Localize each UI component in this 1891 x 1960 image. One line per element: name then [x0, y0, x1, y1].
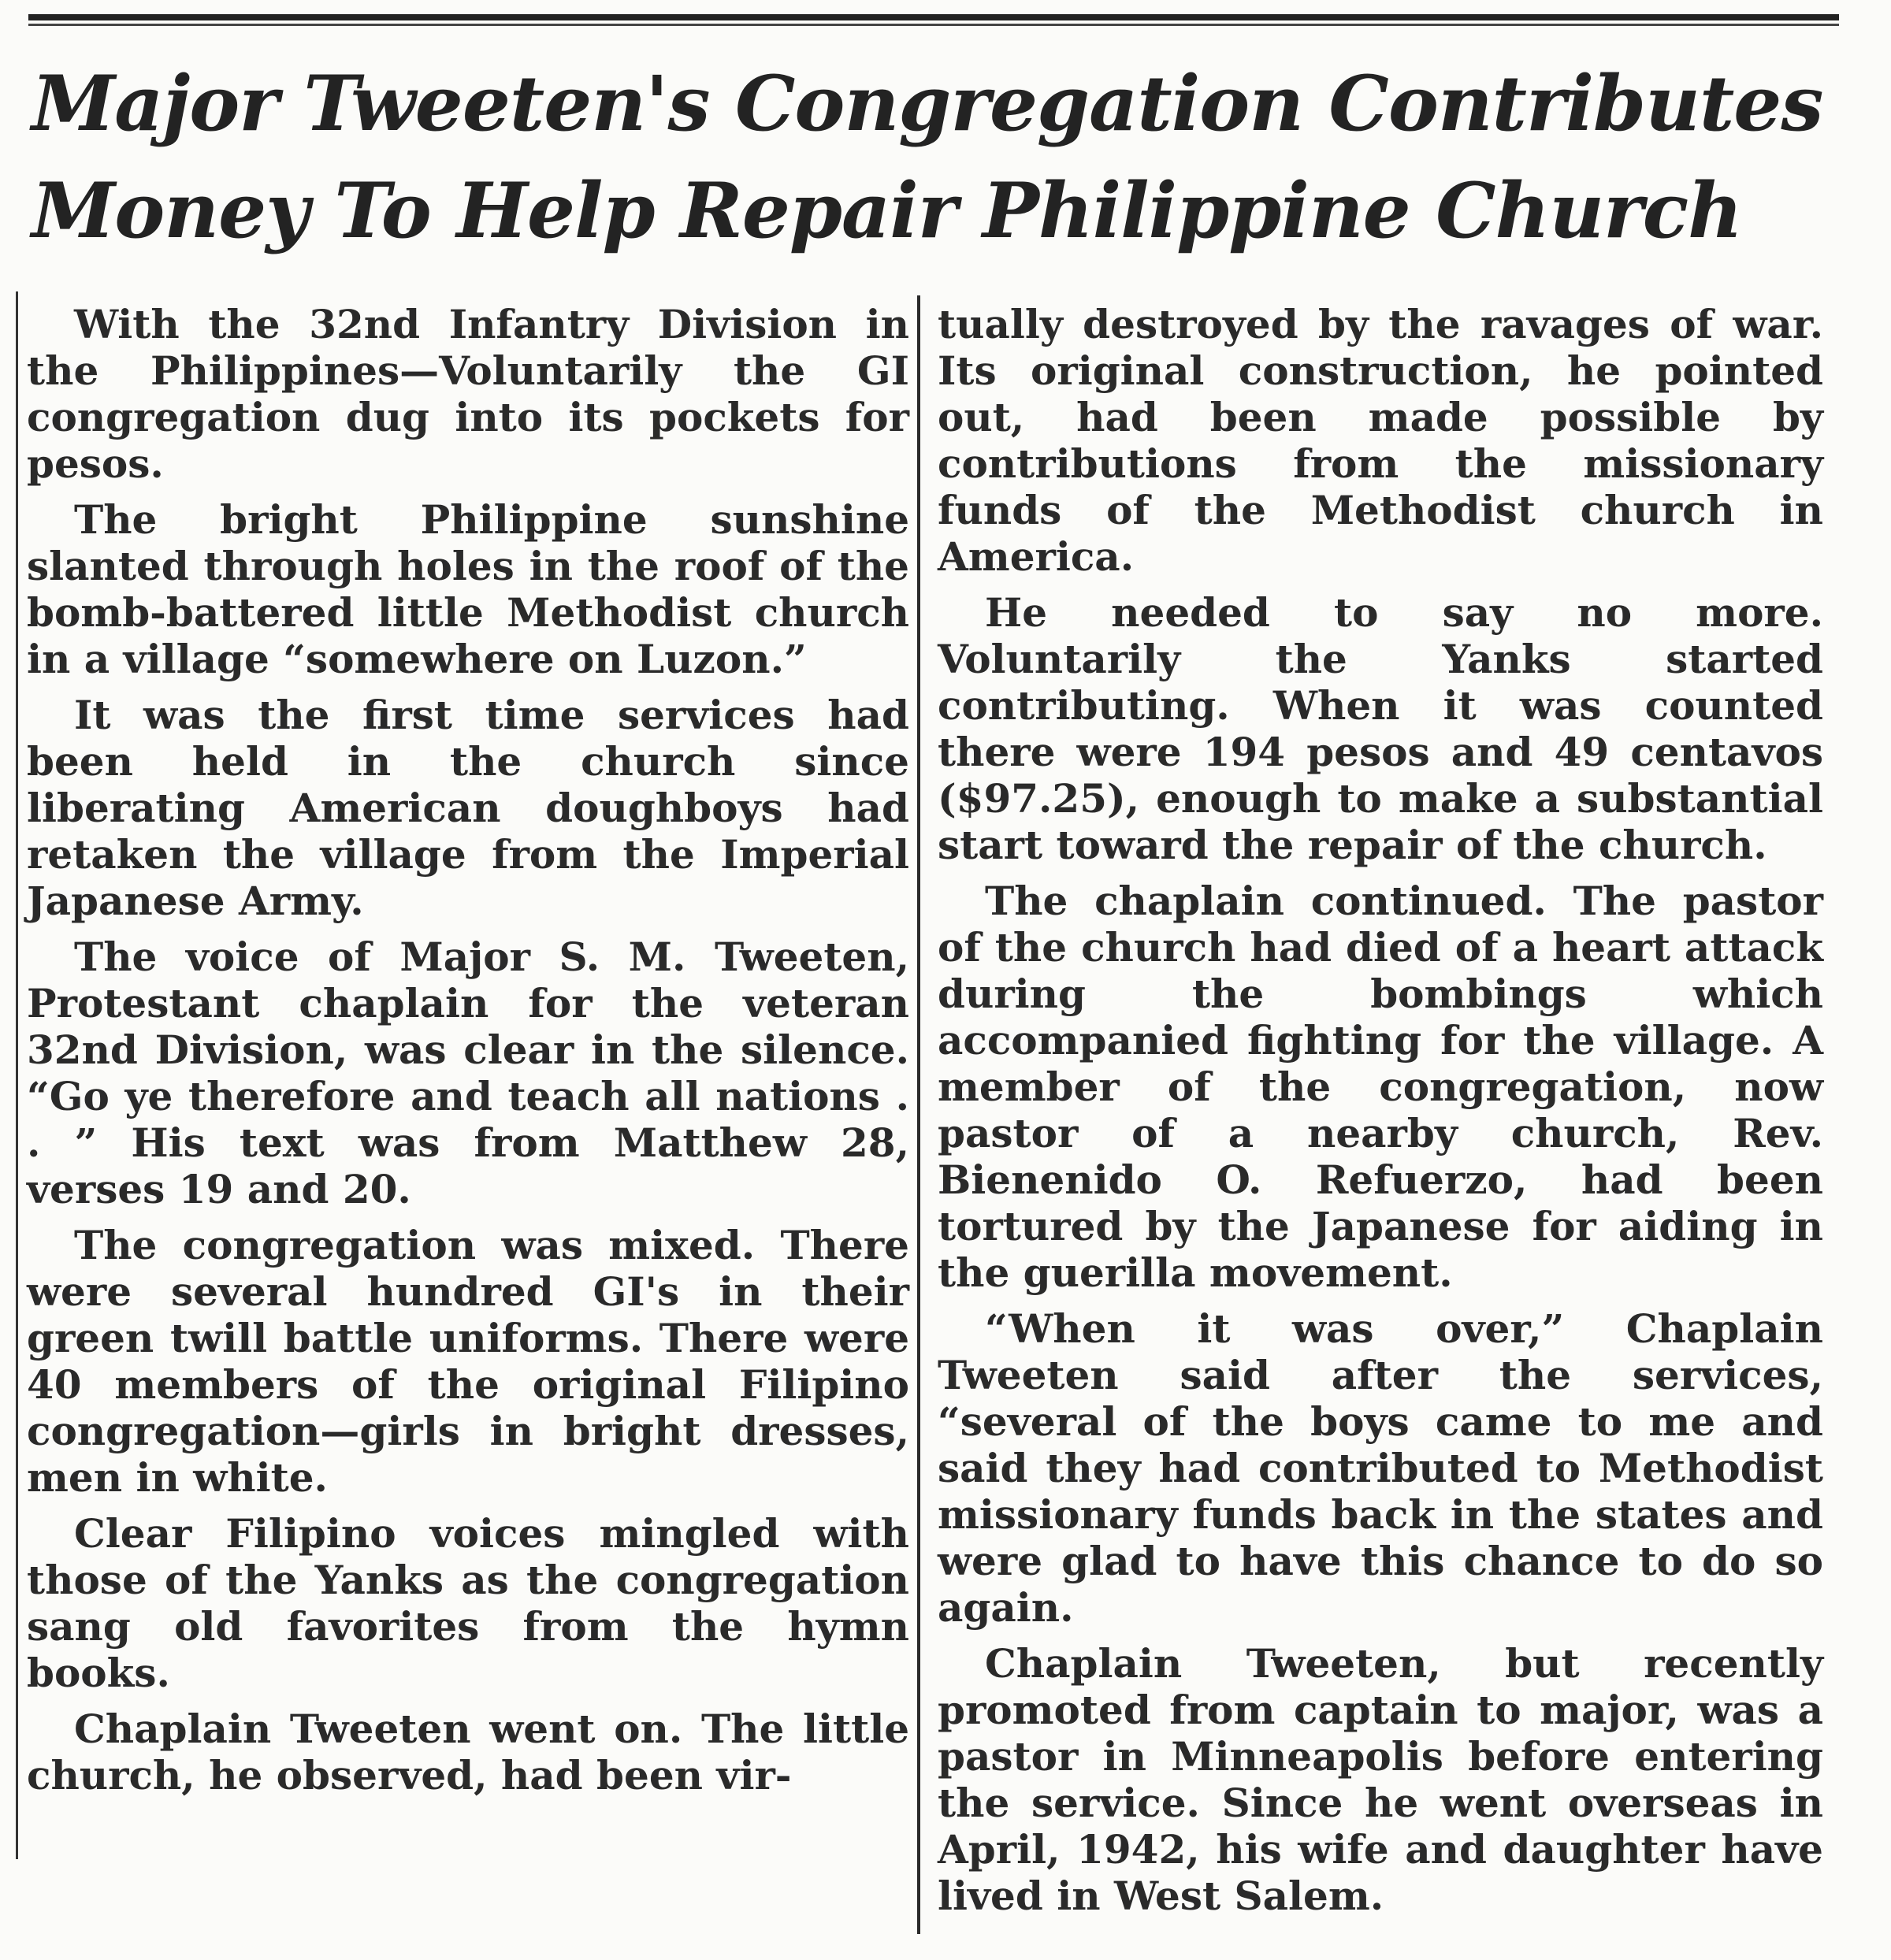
column-divider [917, 295, 920, 1934]
paragraph: The bright Philippine sunshine slanted through holes in the roof of the bomb-battered little Methodist church in a village “somewhere on Luzon.” [27, 496, 909, 682]
paragraph: Chaplain Tweeten, but recently promoted from captain to major, was a pastor in Minneapolis before entering the service. Since he went overseas in April, 1942, his wife and daughter have lived in West Salem. [938, 1640, 1823, 1919]
paragraph: The chaplain continued. The pastor of the church had died of a heart attack during the bombings which accompanied fighting for the village. A member of the congregation, now pastor of a nearby church, Rev. Bienenido O. Refuerzo, had been tortured by the Japanese for aiding in the guerilla movement. [938, 878, 1823, 1296]
headline: Major Tweeten's Congregation Contributes Money To Help Repair Philippine Church [32, 59, 1823, 255]
left-border-rule [16, 291, 18, 1859]
paragraph: He needed to say no more. Voluntarily the Yanks started contributing. When it was counted there were 194 pesos and 49 centavos ($97.25), enough to make a substantial start toward the repair of the church. [938, 589, 1823, 868]
paragraph-continuation: tually destroyed by the ravages of war. Its original construction, he pointed out, had been made possible by contributions from the missionary funds of the Methodist church in America. [938, 301, 1823, 580]
paragraph: “When it was over,” Chaplain Tweeten said after the services, “several of the boys came to me and said they had contributed to Methodist missionary funds back in the states and were glad to have this chance to do so again. [938, 1305, 1823, 1631]
paragraph: Chaplain Tweeten went on. The little church, he observed, had been vir- [27, 1706, 909, 1799]
paragraph: The voice of Major S. M. Tweeten, Protestant chaplain for the veteran 32nd Division, was clear in the silence. “Go ye therefore and teach all nations . . ” His text was from Matthew 28, verses 19 and 20. [27, 934, 909, 1212]
paragraph: The congregation was mixed. There were several hundred GI's in their green twill battle uniforms. There were 40 members of the original Filipino congregation—girls in bright dresses, men in white. [27, 1222, 909, 1501]
paragraph: Clear Filipino voices mingled with those of the Yanks as the congregation sang old favorites from the hymn books. [27, 1510, 909, 1696]
right-column [938, 301, 1823, 1928]
paragraph: With the 32nd Infantry Division in the Philippines—Voluntarily the GI congregation dug into its pockets for pesos. [27, 301, 909, 487]
left-column [27, 301, 909, 1808]
top-rule [28, 14, 1839, 20]
paragraph: It was the first time services had been held in the church since liberating American doughboys had retaken the village from the Imperial Japanese Army. [27, 692, 909, 924]
top-rule-thin [28, 24, 1839, 26]
